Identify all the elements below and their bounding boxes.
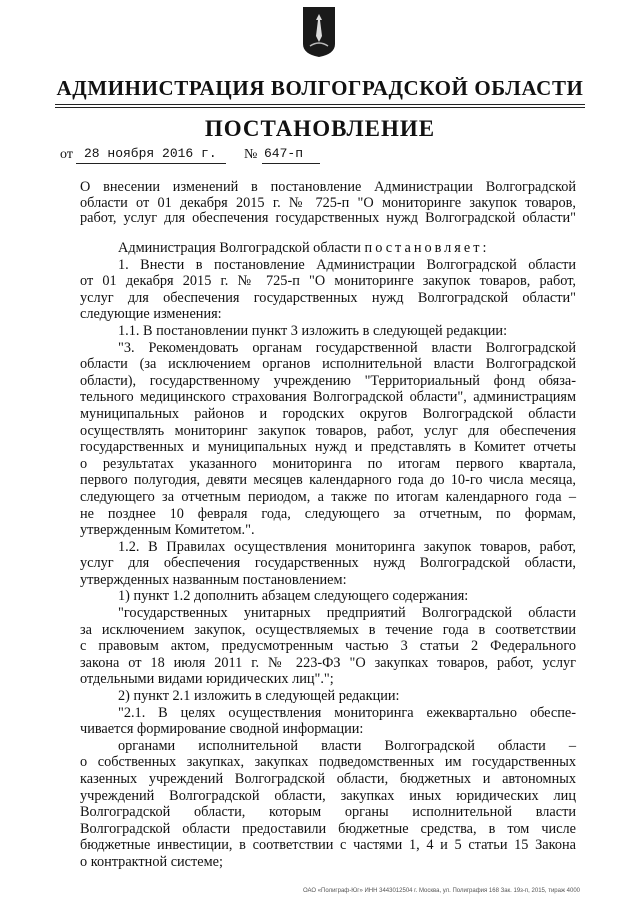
body-line: 1.1. В постановлении пункт 3 изложить в следующей редакции: (118, 322, 508, 339)
body-line: следующего за отчетным периодом, а также по итогам календарного года – (80, 488, 576, 505)
number-underline (262, 163, 320, 164)
date-prefix: от (60, 147, 73, 162)
body-line: за исключением закупок, осуществляемых в течение года в соответствии (80, 621, 576, 638)
body-line: о собственных закупках, закупках подведомственных им государственных (80, 754, 576, 771)
document-type: ПОСТАНОВЛЕНИЕ (204, 116, 436, 141)
body-line: бюджетные инвестиции, в соответствии с частями 1, 4 и 5 статьи 15 Закона (80, 837, 576, 854)
body-line: тельного медицинского страхования Волгоградской области", администрациям (80, 389, 576, 406)
body-line: следующие изменения: (80, 306, 222, 323)
body-line: "2.1. В целях осуществления мониторинга ежеквартально обеспе- (118, 704, 576, 721)
organization-name: АДМИНИСТРАЦИЯ ВОЛГОГРАДСКОЙ ОБЛАСТИ (56, 76, 584, 100)
body-line: первого полугодия, девяти месяцев календарного года до 10-го числа месяца, (80, 472, 576, 489)
subject-line: работ, услуг для обеспечения государственных нужд Волгоградской области" (80, 210, 576, 226)
body-line: отдельными видами юридических лиц"."; (80, 671, 334, 688)
body-line: услуг для обеспечения государственных нужд Волгоградской области, (80, 555, 576, 572)
body-line: с правовым актом, предусмотренным частью 3 статьи 2 Федерального (80, 638, 576, 655)
body-line: муниципальных районов и городских округов Волгоградской области (80, 405, 576, 422)
body-line: 1. Внести в постановление Администрации Волгоградской области (118, 256, 576, 273)
body-line: осуществлять мониторинг закупок товаров, работ, услуг для обеспечения (80, 422, 576, 439)
date-underline (76, 163, 226, 164)
body-line: утвержденным Комитетом.". (80, 522, 255, 539)
header-rule (55, 104, 585, 105)
body-line: Волгоградской области, которым органы исполнительной власти (80, 804, 576, 821)
number-prefix: № (244, 147, 258, 162)
body-line: казенных учреждений Волгоградской области, бюджетных и автономных (80, 771, 576, 787)
intro-line (80, 240, 576, 257)
body-line: закона от 18 июля 2011 г. № 223-ФЗ "О закупках товаров, работ, услуг (80, 654, 576, 671)
body-line: о контрактной системе; (80, 853, 223, 870)
body-line: чивается формирование сводной информации: (80, 721, 364, 738)
subject-line: О внесении изменений в постановление Администрации Волгоградской (80, 179, 576, 195)
body-line: области (за исключением органов исполнительной власти Волгоградской (80, 356, 576, 373)
body-line: государственных и муниципальных нужд и представлять в Комитет отчеты (80, 439, 576, 456)
print-imprint: ОАО «Полиграф-Юг» ИНН 3443012504 г. Москва, ул. Полиграфия 168 Зак. 19з-п, 2015, тираж 4000 (302, 888, 580, 894)
body-line: Волгоградской области предоставили бюджетные средства, в том числе (80, 820, 576, 837)
body-line: о результатах указанного мониторинга по итогам первого квартала, (80, 455, 576, 472)
document-body (80, 240, 576, 871)
document-subject (80, 180, 576, 227)
body-line: "государственных унитарных предприятий Волгоградской области (118, 605, 576, 622)
body-line: 1.2. В Правилах осуществления мониторинга закупок товаров, работ, (118, 538, 576, 555)
body-line: не позднее 10 февраля года, следующего за отчетным, по формам, (80, 505, 576, 522)
coat-of-arms-icon (302, 6, 336, 58)
header-rule-thin (55, 107, 585, 108)
body-line: области), государственному учреждению "Территориальный фонд обяза- (80, 372, 576, 389)
body-line: органами исполнительной власти Волгоградской области – (118, 737, 576, 754)
intro-text: Администрация Волгоградской области (118, 240, 361, 256)
subject-line: области от 01 декабря 2015 г. № 725-п "О мониторинге закупок товаров, (80, 194, 576, 211)
date-value: 28 ноября 2016 г. (84, 146, 217, 161)
number-value: 647-п (264, 146, 304, 161)
body-line: 1) пункт 1.2 дополнить абзацем следующего содержания: (118, 588, 469, 605)
body-line: от 01 декабря 2015 г. № 725-п "О мониторинге закупок товаров, работ, (80, 273, 576, 290)
body-line: 2) пункт 2.1 изложить в следующей редакции: (118, 688, 400, 705)
body-line: услуг для обеспечения государственных нужд Волгоградской области" (80, 289, 576, 306)
body-line: "3. Рекомендовать органам государственной власти Волгоградской (118, 339, 576, 356)
body-line: учреждений Волгоградской области, закупках иных юридических лиц (80, 787, 576, 804)
body-line: утвержденных названным постановлением: (80, 571, 347, 588)
intro-verb: постановляет: (364, 240, 490, 256)
